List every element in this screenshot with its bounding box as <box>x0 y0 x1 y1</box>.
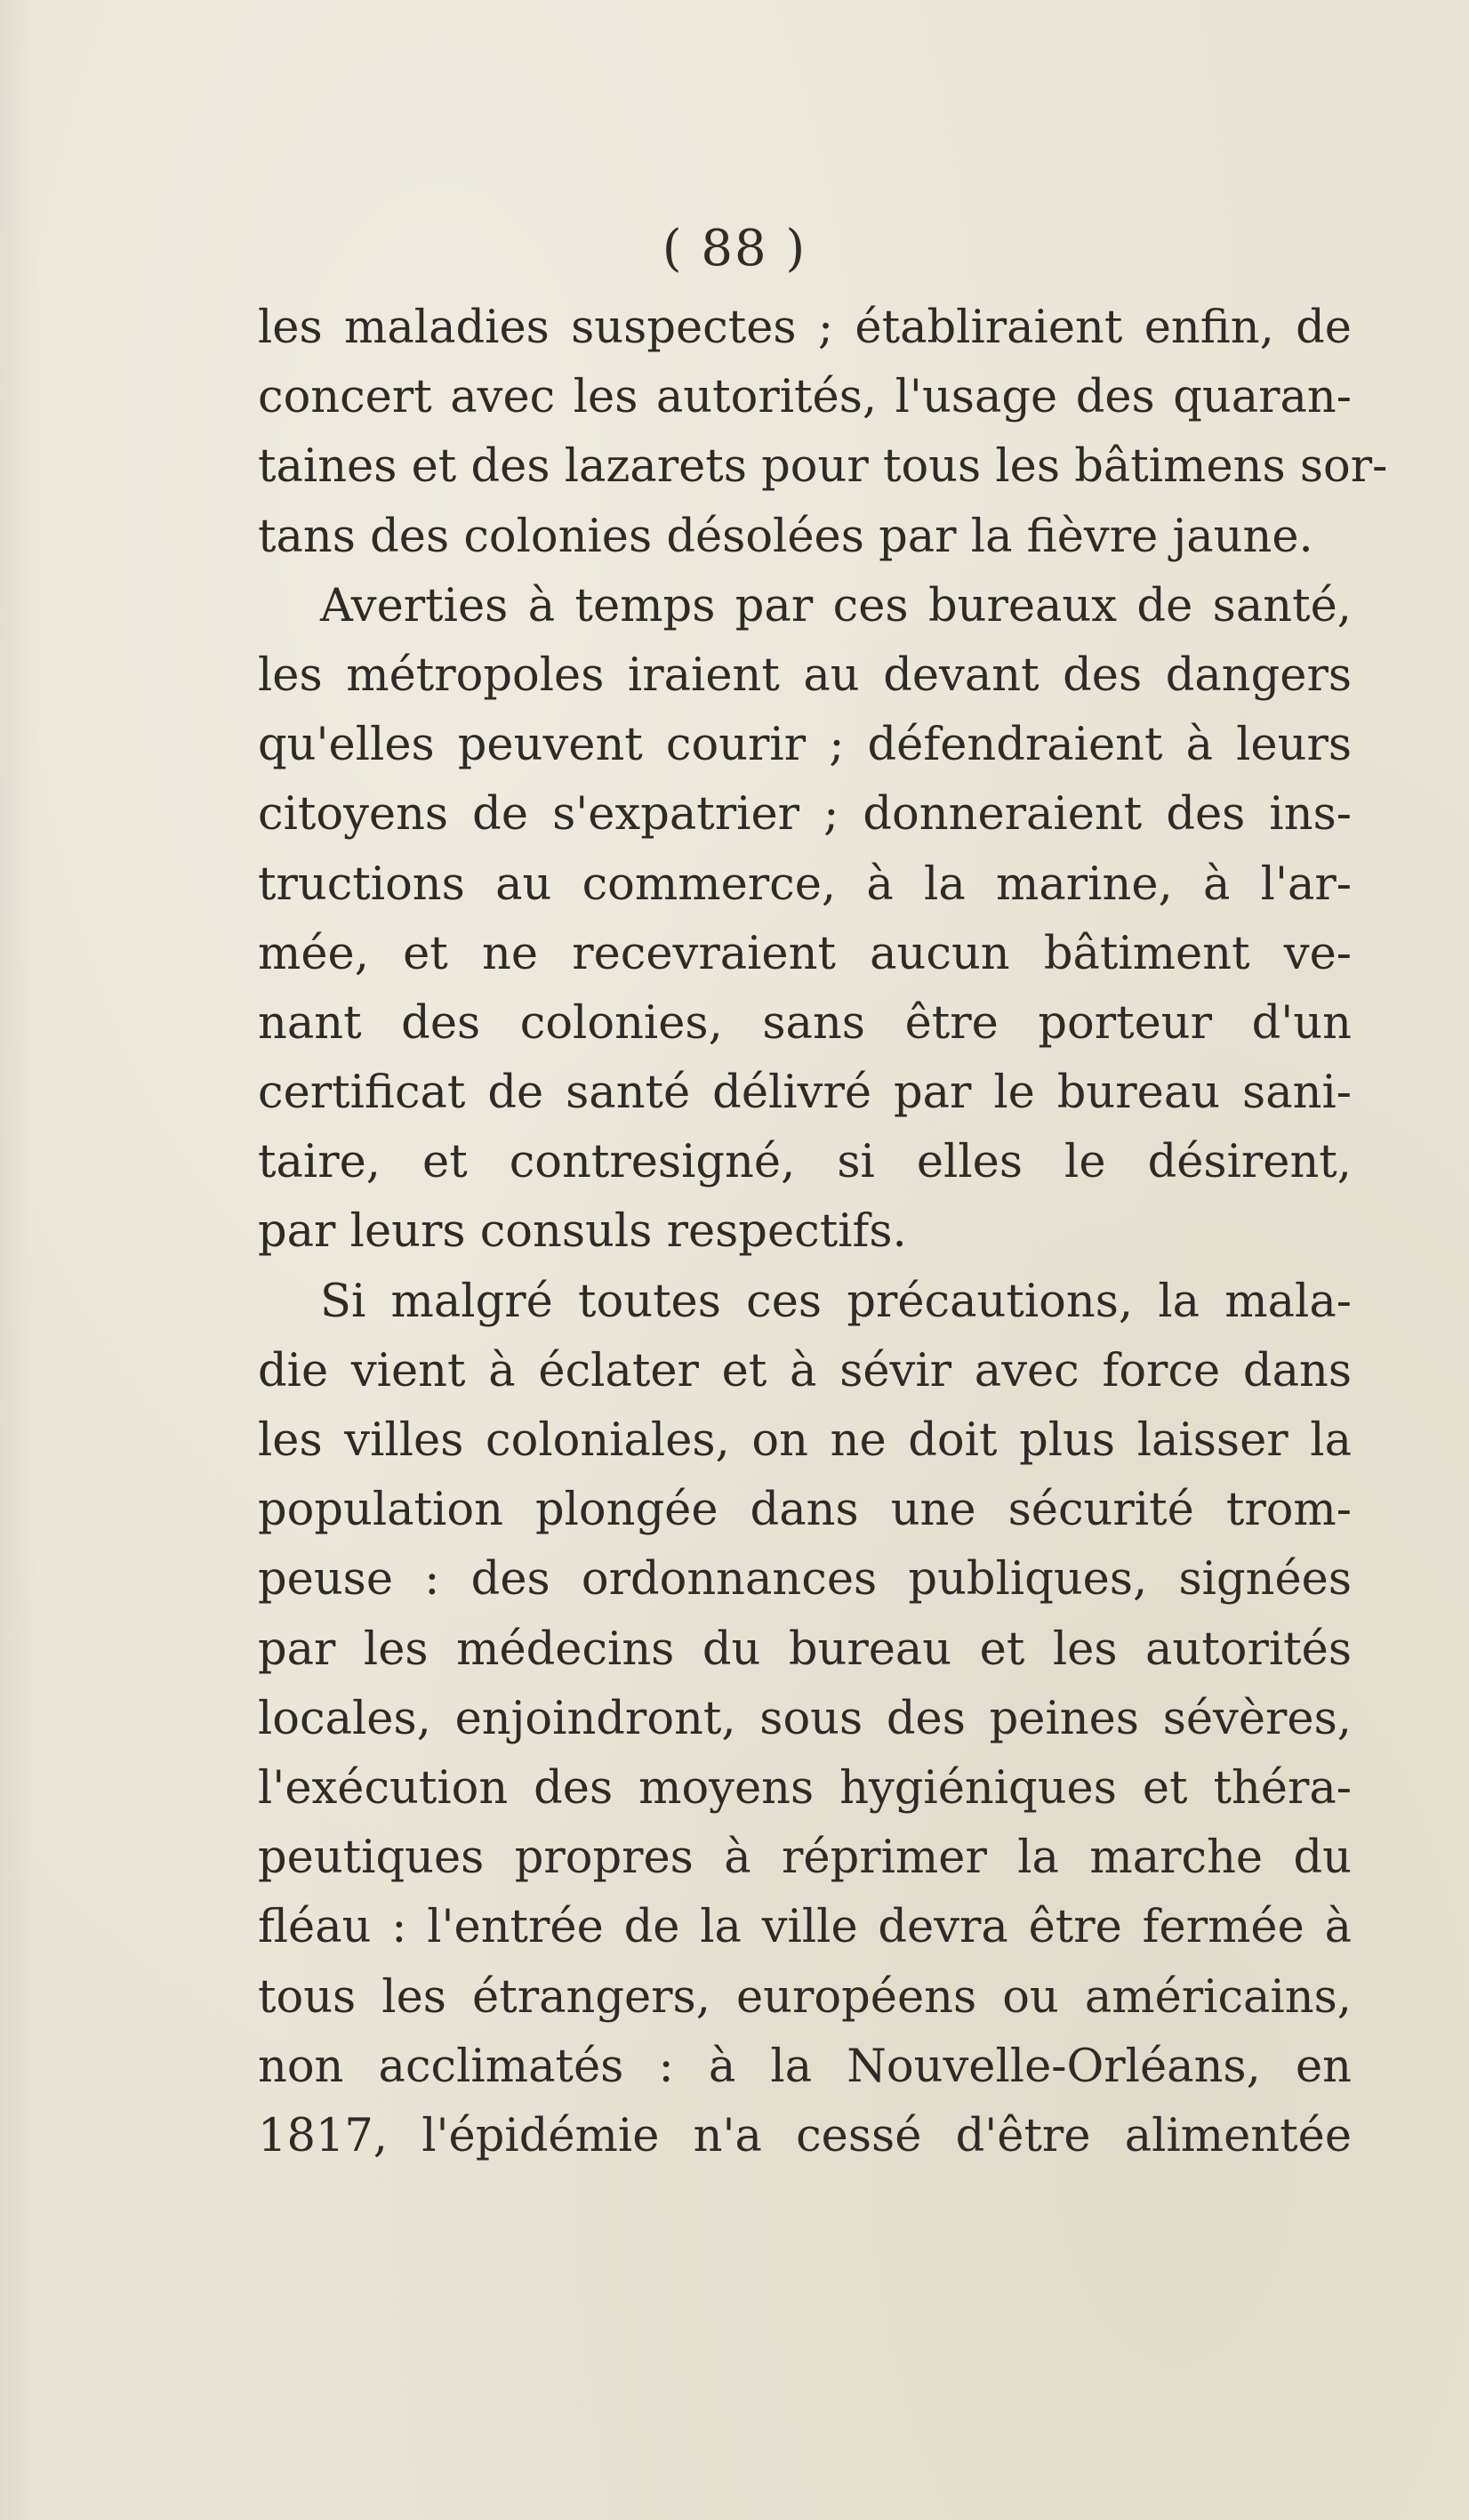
page-number: ( 88 ) <box>662 220 807 278</box>
text-line: les métropoles iraient au devant des dangers <box>258 648 1352 702</box>
text-line: die vient à éclater et à sévir avec force dans <box>258 1344 1352 1397</box>
paragraph-start-line: Si malgré toutes ces précautions, la mala- <box>320 1275 1352 1328</box>
text-line: taire, et contresigné, si elles le désirent, <box>258 1136 1352 1189</box>
text-line: fléau : l'entrée de la ville devra être fermée à <box>258 1901 1352 1954</box>
text-line: tructions au commerce, à la marine, à l'ar- <box>258 857 1352 911</box>
text-line: les maladies suspectes ; établiraient enfin, de <box>258 302 1352 354</box>
text-line: peutiques propres à réprimer la marche du <box>258 1832 1352 1885</box>
paragraph-start-line: Averties à temps par ces bureaux de santé, <box>320 579 1352 632</box>
text-line: tans des colonies désolées par la fièvre jaune. <box>258 510 1313 563</box>
text-line: population plongée dans une sécurité trom- <box>258 1484 1352 1537</box>
text-line: citoyens de s'expatrier ; donneraient des ins- <box>258 788 1352 841</box>
text-line: nant des colonies, sans être porteur d'un <box>258 996 1352 1050</box>
text-line: tous les étrangers, européens ou américains, <box>258 1970 1352 2024</box>
text-line: qu'elles peuvent courir ; défendraient à leurs <box>258 719 1352 772</box>
text-line: taines et des lazarets pour tous les bâtimens sor- <box>258 440 1388 494</box>
text-line: 1817, l'épidémie n'a cessé d'être alimentée <box>258 2109 1352 2162</box>
text-line: mée, et ne recevraient aucun bâtiment ve- <box>258 927 1352 980</box>
text-line: les villes coloniales, on ne doit plus laisser la <box>258 1414 1352 1467</box>
text-line: peuse : des ordonnances publiques, signées <box>258 1553 1352 1606</box>
text-line: l'exécution des moyens hygiéniques et théra- <box>258 1761 1352 1815</box>
text-line: certificat de santé délivré par le bureau sani- <box>258 1067 1352 1120</box>
text-line: non acclimatés : à la Nouvelle-Orléans, en <box>258 2040 1352 2093</box>
text-line: concert avec les autorités, l'usage des quaran- <box>258 371 1352 424</box>
text-line: par leurs consuls respectifs. <box>258 1205 907 1259</box>
text-line: locales, enjoindront, sous des peines sévères, <box>258 1692 1352 1745</box>
body-text <box>258 294 1388 2171</box>
text-line: par les médecins du bureau et les autorités <box>258 1622 1352 1676</box>
